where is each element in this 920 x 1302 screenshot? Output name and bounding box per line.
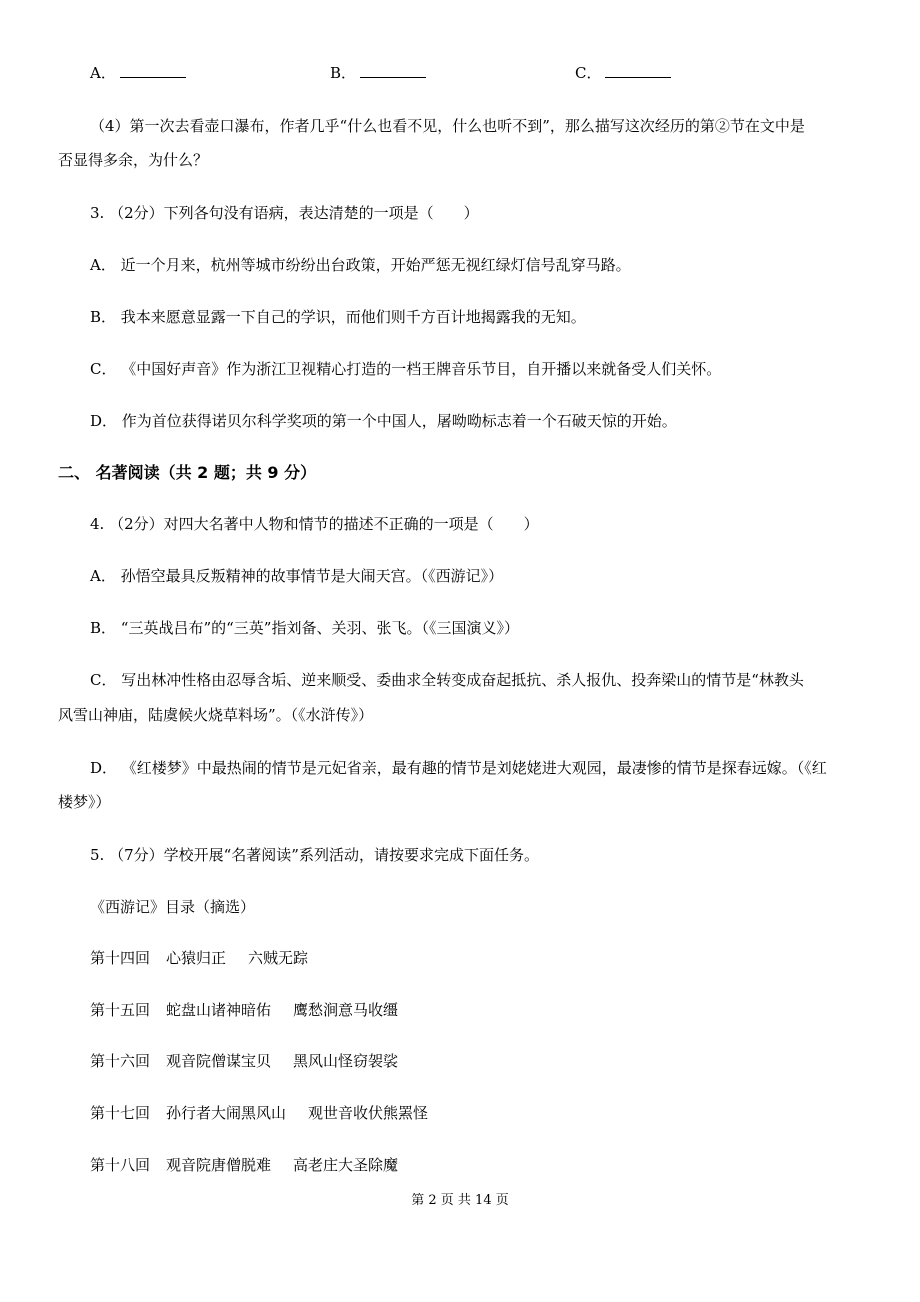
toc-title-b: 观世音收伏熊罴怪 [308,1104,429,1122]
question-3-option-b[interactable]: B． 我本来愿意显露一下自己的学识，而他们则千方百计地揭露我的无知。 [90,308,586,326]
question-3-option-c[interactable]: C． 《中国好声音》作为浙江卫视精心打造的一档王牌音乐节目，自开播以来就备受人们关怀。 [90,360,722,378]
blank-a[interactable] [90,63,186,83]
question-3-option-a[interactable]: A． 近一个月来，杭州等城市纷纷出台政策，开始严惩无视红绿灯信号乱穿马路。 [90,256,631,274]
question-4-stem: 4. （2分）对四大名著中人物和情节的描述不正确的一项是（ ） [90,515,539,533]
toc-chapter: 第十四回 [90,949,151,967]
answer-blanks-row [0,63,920,85]
toc-row [90,1051,398,1071]
question-4-option-c-line2[interactable]: 风雪山神庙，陆虞候火烧草料场”。（《水浒传》） [58,706,374,724]
blank-c[interactable] [575,63,671,83]
toc-title-b: 六贼无踪 [248,949,309,967]
toc-title-b: 高老庄大圣除魔 [293,1156,399,1174]
toc-chapter: 第十八回 [90,1156,151,1174]
blank-c-label: C． [575,64,602,82]
question-4-option-b[interactable]: B． “三英战吕布”的“三英”指刘备、关羽、张飞。（《三国演义》） [90,619,519,637]
question-5-stem: 5. （7分）学校开展“名著阅读”系列活动，请按要求完成下面任务。 [90,846,539,864]
toc-title-b: 黑风山怪窃袈裟 [293,1052,399,1070]
blank-c-line[interactable] [605,63,671,78]
question-3-option-d[interactable]: D． 作为首位获得诺贝尔科学奖项的第一个中国人，屠呦呦标志着一个石破天惊的开始。 [90,412,677,430]
question-4-option-a[interactable]: A． 孙悟空最具反叛精神的故事情节是大闹天宫。（《西游记》） [90,567,504,585]
toc-chapter: 第十七回 [90,1104,151,1122]
blank-b-label: B． [330,64,357,82]
toc-title-a: 心猿归正 [166,949,227,967]
toc-row [90,1155,398,1175]
toc-title-b: 鹰愁涧意马收缰 [293,1001,399,1019]
blank-b[interactable] [330,63,426,83]
toc-title-a: 孙行者大闹黑风山 [166,1104,287,1122]
toc-title-a: 观音院唐僧脱难 [166,1156,272,1174]
blank-a-label: A． [90,64,116,82]
page-footer: 第 2 页 共 14 页 [411,1193,509,1208]
toc-row [90,948,308,968]
blank-b-line[interactable] [360,63,426,78]
toc-heading: 《西游记》目录（摘选） [90,898,256,916]
toc-chapter: 第十六回 [90,1052,151,1070]
subquestion-4-line1: （4）第一次去看壶口瀑布，作者几乎“什么也看不见，什么也听不到”，那么描写这次经历的第②节在文中是 [90,117,805,135]
toc-title-a: 观音院僧谋宝贝 [166,1052,272,1070]
question-3-stem: 3. （2分）下列各句没有语病，表达清楚的一项是（ ） [90,204,479,222]
subquestion-4-line2: 否显得多余，为什么？ [58,151,209,169]
toc-row [90,1103,428,1123]
toc-chapter: 第十五回 [90,1001,151,1019]
section-2-heading: 二、 名著阅读（共 2 题；共 9 分） [58,463,317,482]
blank-a-line[interactable] [120,63,186,78]
question-4-option-d-line1[interactable]: D． 《红楼梦》中最热闹的情节是元妃省亲，最有趣的情节是刘姥姥进大观园，最凄惨的情节是探春远嫁。（《红 [90,759,827,777]
toc-title-a: 蛇盘山诸神暗佑 [166,1001,272,1019]
toc-row [90,1000,398,1020]
question-4-option-d-line2[interactable]: 楼梦》） [58,793,111,811]
question-4-option-c-line1[interactable]: C． 写出林冲性格由忍辱含垢、逆来顺受、委曲求全转变成奋起抵抗、杀人报仇、投奔梁山的情节是“林教头 [90,671,804,689]
